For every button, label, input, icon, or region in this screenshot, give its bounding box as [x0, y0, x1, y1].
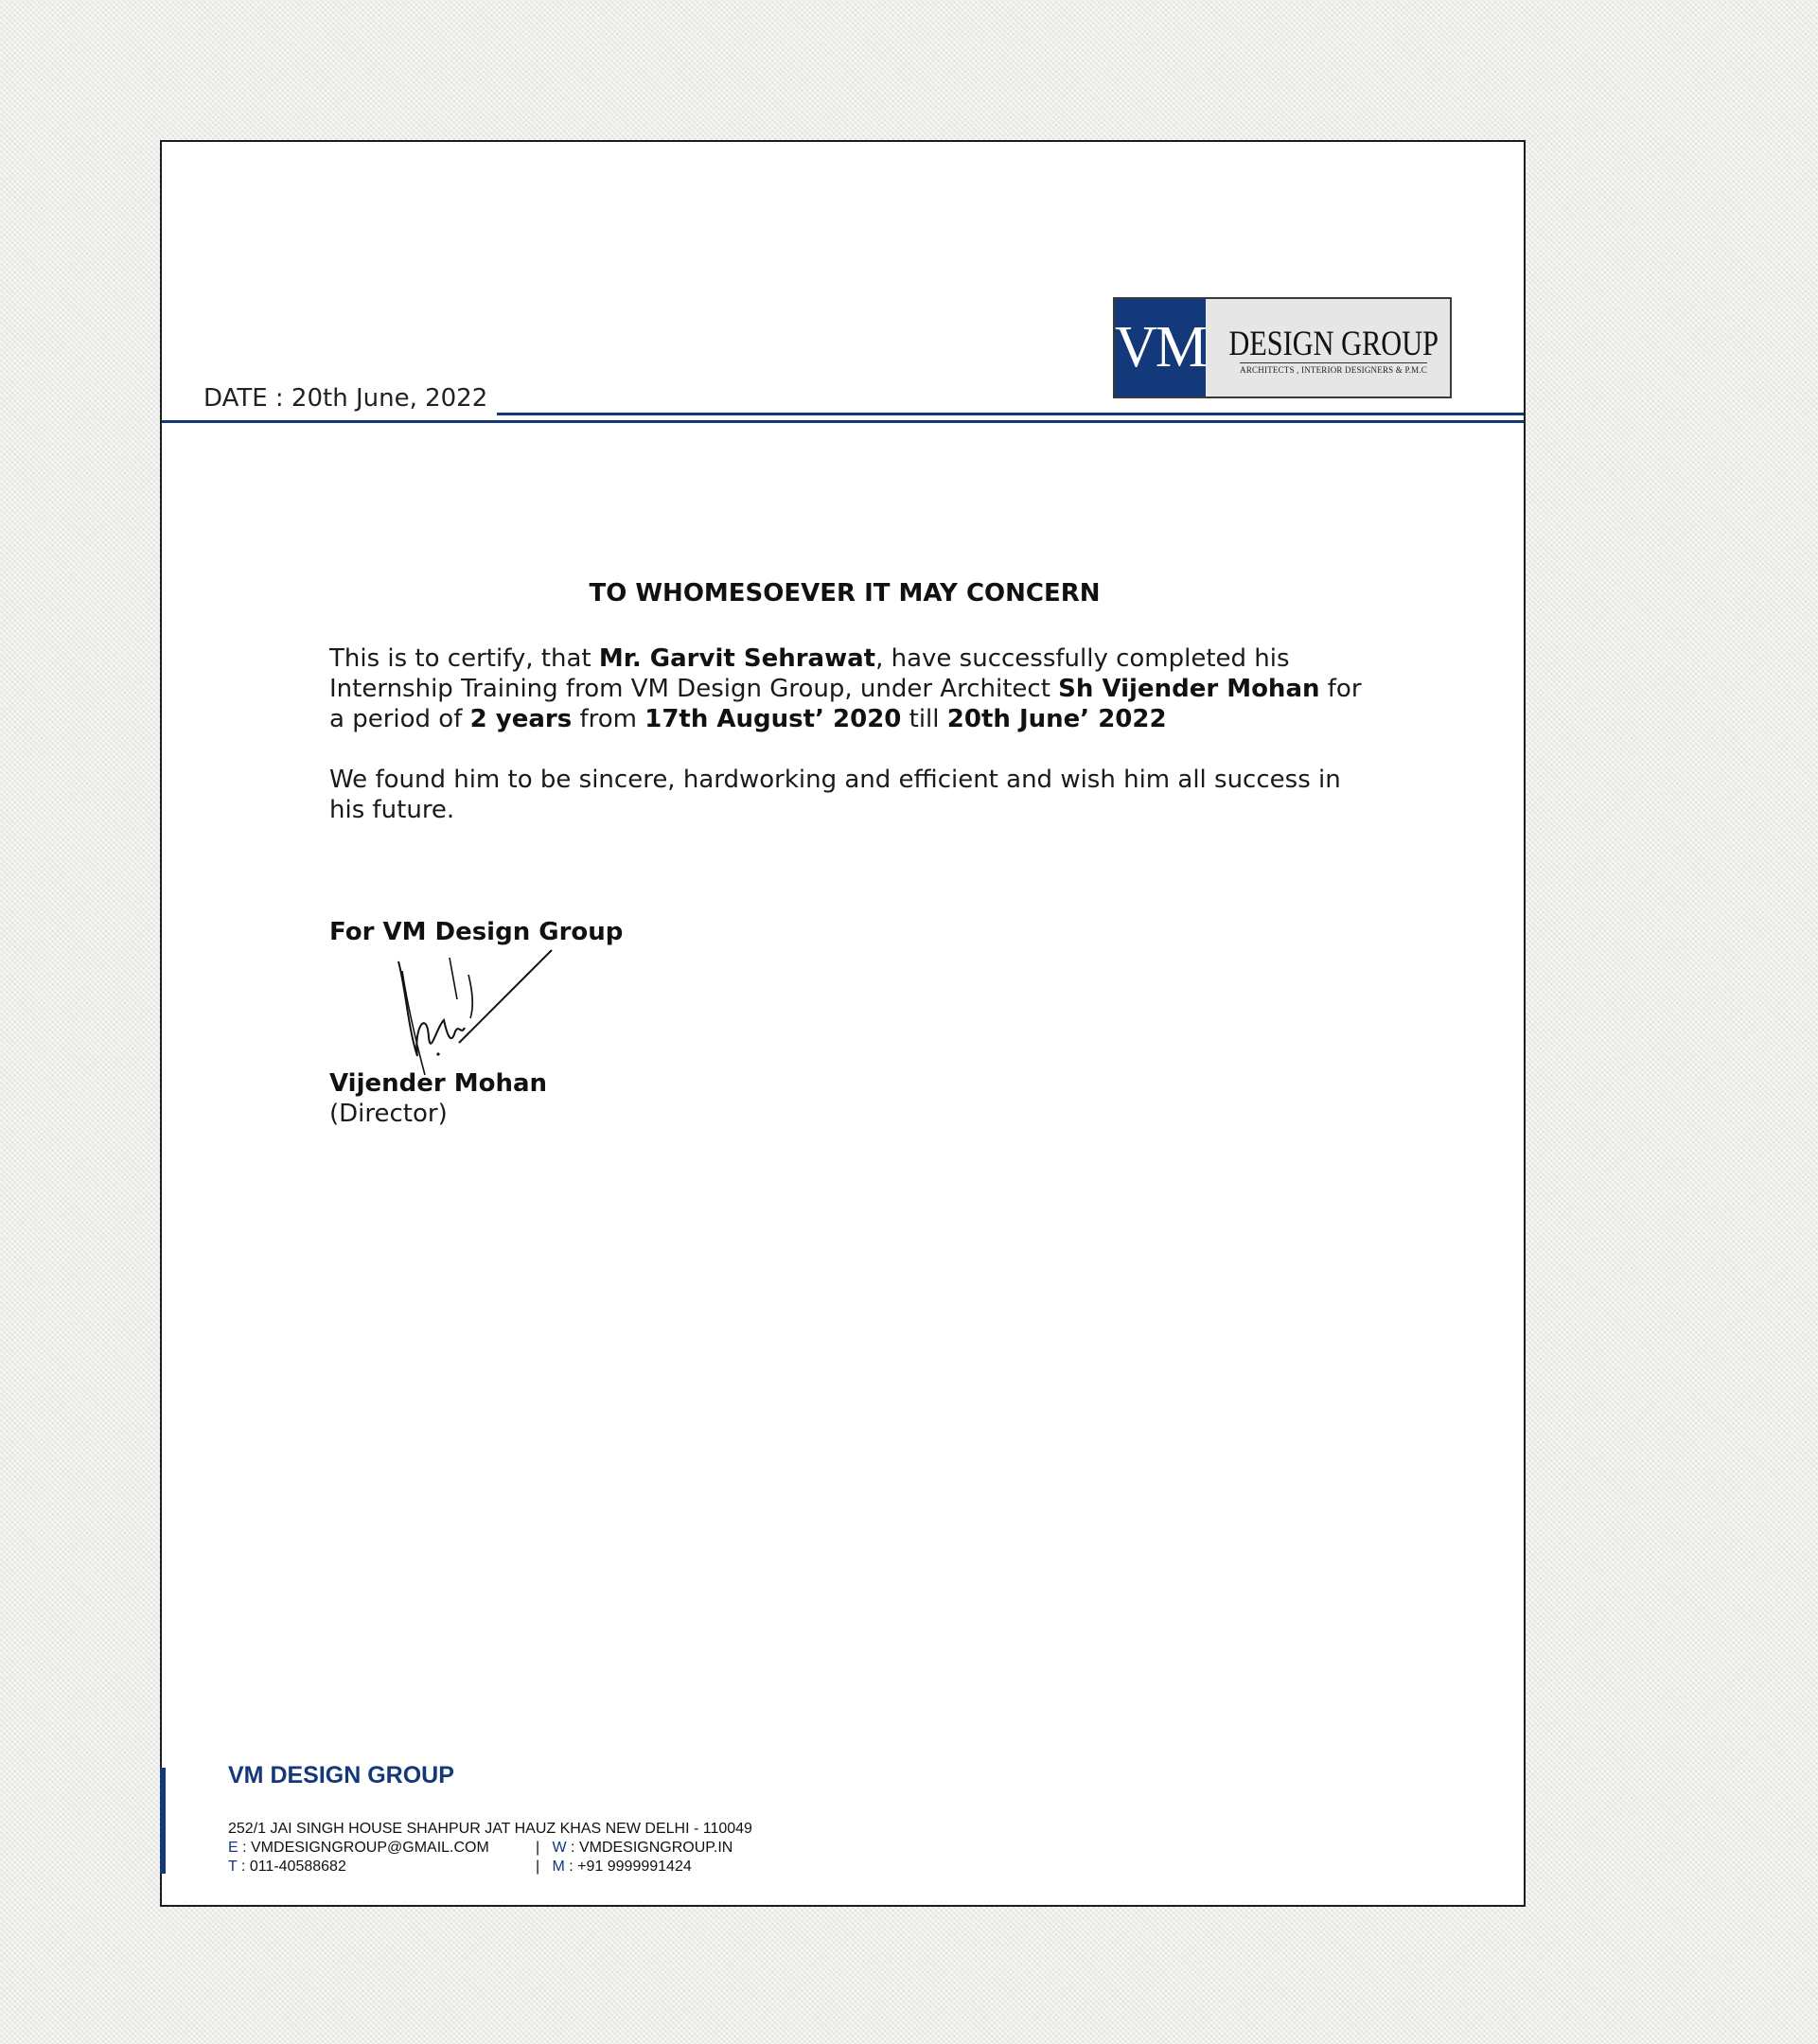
logo-vm-mark: VM — [1115, 299, 1206, 396]
architect-name: Sh Vijender Mohan — [1058, 675, 1320, 703]
separator: | — [536, 1840, 540, 1856]
text-segment: for a period of — [329, 675, 1362, 733]
recommendation-paragraph: We found him to be sincere, hardworking and efficient and wish him all success in his future. — [329, 766, 1341, 824]
text-segment: till — [901, 705, 947, 733]
letter-page — [160, 140, 1526, 1907]
signature-icon — [389, 933, 597, 1084]
letter-heading: TO WHOMESOEVER IT MAY CONCERN — [589, 579, 1101, 608]
mobile-cell — [536, 1859, 692, 1876]
signer-title: (Director) — [329, 1100, 448, 1128]
mobile-label: M — [552, 1859, 565, 1875]
signer-name: Vijender Mohan — [329, 1069, 548, 1098]
footer-contact-row-1 — [228, 1840, 733, 1857]
logo-name: DESIGN GROUP — [1228, 325, 1439, 363]
phone-label: T — [228, 1859, 238, 1875]
email-label: E — [228, 1840, 238, 1856]
email-value: : VMDESIGNGROUP@GMAIL.COM — [238, 1840, 489, 1856]
letter-body — [329, 643, 1380, 855]
internship-period: 2 years — [469, 705, 573, 733]
logo-tagline: ARCHITECTS , INTERIOR DESIGNERS & P.M.C — [1240, 362, 1427, 375]
footer-contact-row-2 — [228, 1859, 692, 1876]
header-rule-bottom — [162, 420, 1524, 423]
letter-date: DATE : 20th June, 2022 — [203, 384, 488, 413]
separator: | — [536, 1859, 540, 1875]
phone-value: : 011-40588682 — [237, 1859, 346, 1875]
end-date: 20th June’ 2022 — [946, 705, 1167, 733]
header-rule-top — [497, 413, 1524, 415]
text-segment: from — [572, 705, 645, 733]
footer-accent-bar — [160, 1768, 166, 1874]
web-label: W — [552, 1840, 567, 1856]
start-date: 17th August’ 2020 — [644, 705, 902, 733]
web-cell — [536, 1840, 732, 1857]
web-value: : VMDESIGNGROUP.IN — [566, 1840, 733, 1856]
company-logo — [1113, 297, 1452, 398]
text-segment: , have successfully completed his Internship Training from VM Design Group, under Architect — [329, 644, 1290, 703]
mobile-value: : +91 9999991424 — [564, 1859, 692, 1875]
logo-wordmark — [1206, 299, 1452, 396]
footer-company-name: VM DESIGN GROUP — [228, 1762, 454, 1788]
for-company-label: For VM Design Group — [329, 918, 624, 946]
intern-name: Mr. Garvit Sehrawat — [598, 644, 876, 673]
footer-address: 252/1 JAI SINGH HOUSE SHAHPUR JAT HAUZ KHAS NEW DELHI - 110049 — [228, 1821, 752, 1837]
certification-paragraph — [329, 643, 1380, 734]
text-segment: This is to certify, that — [329, 644, 599, 673]
